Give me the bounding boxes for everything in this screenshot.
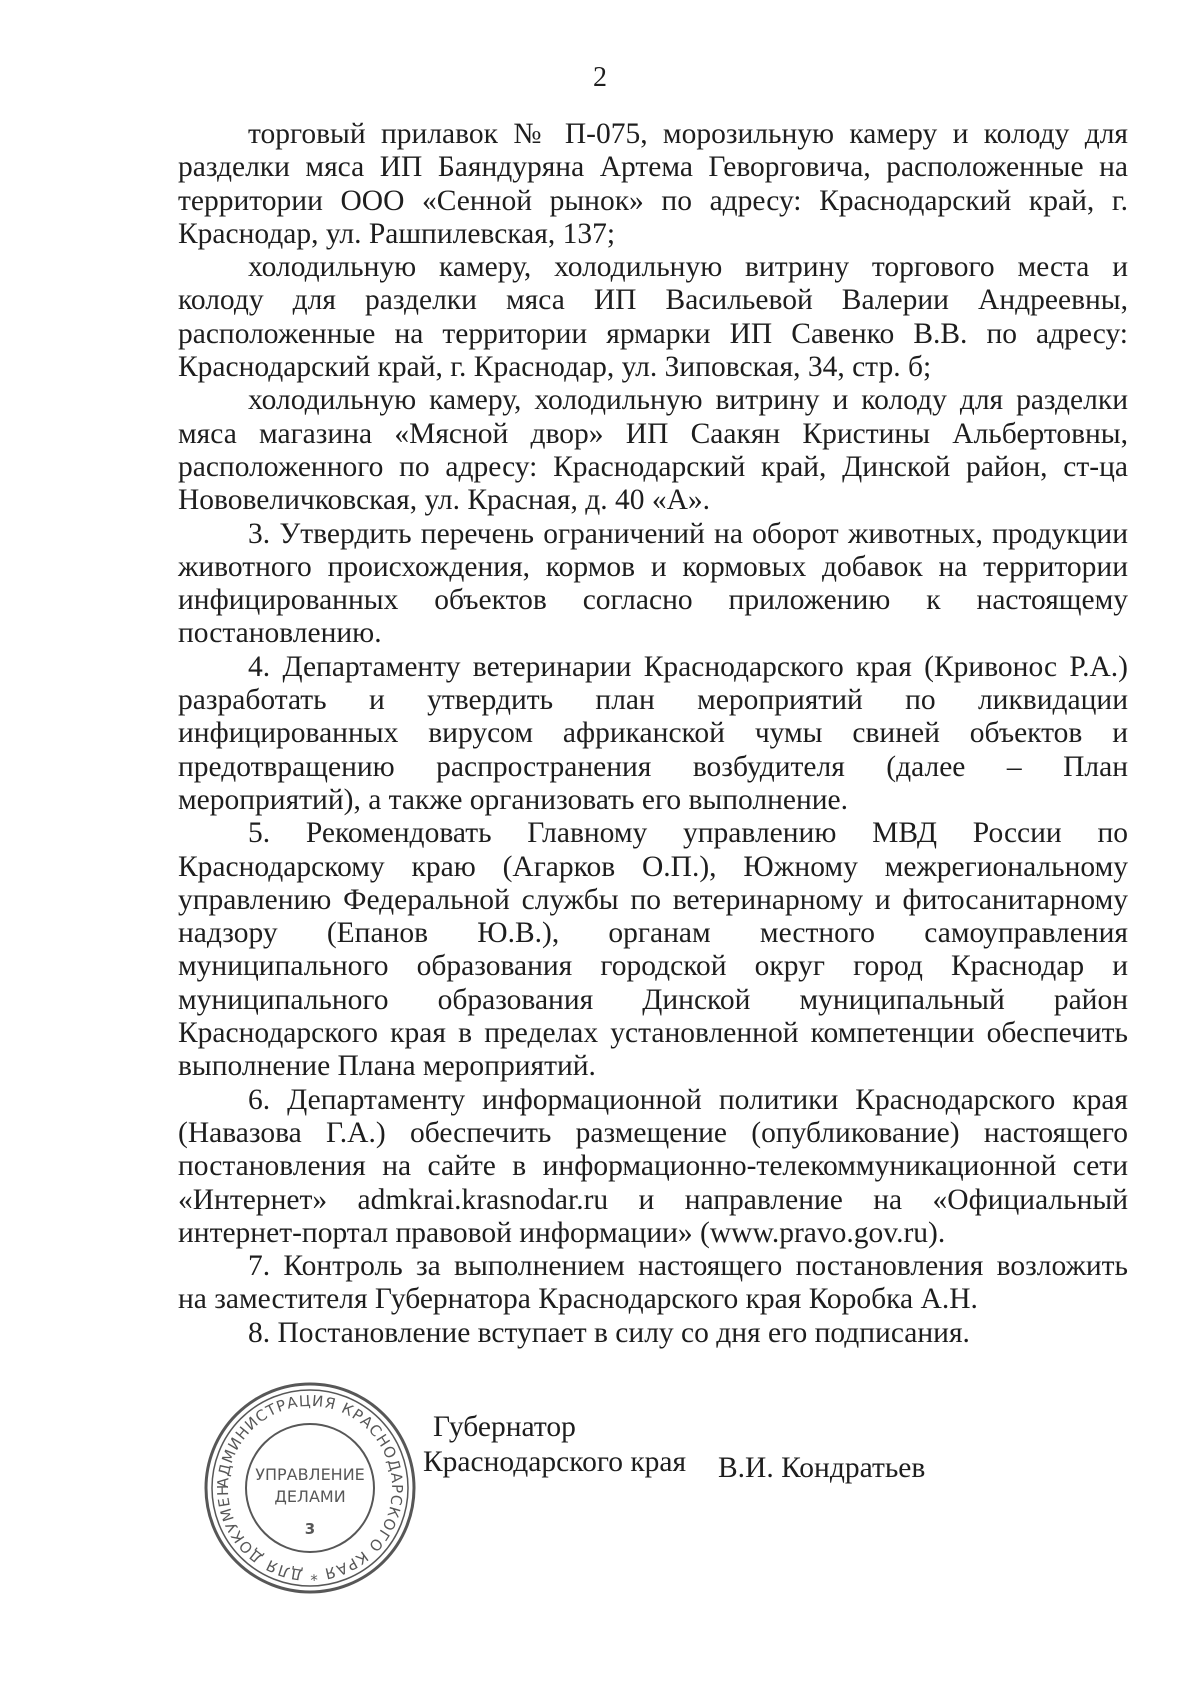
paragraph-4-veterinary-plan: 4. Департаменту ветеринарии Краснодарского края (Кривонос Р.А.) разработать и утвердить план мероприятий по ликвидации инфицированных вирусом африканской чумы свиней объектов и предотвращению распространения возбудителя (далее – План мероприятий), а также организовать его выполнение. [178,650,1128,816]
paragraph-3-restrictions: 3. Утвердить перечень ограничений на оборот животных, продукции животного происхождения, кормов и кормовых добавок на территории инфицированных объектов согласно приложению к настоящему постановлению. [178,517,1128,650]
official-stamp [202,1380,418,1596]
signature-block [178,1391,1128,1670]
stamp-outer-text: АДМИНИСТРАЦИЯ КРАСНОДАРСКОГО КРАЯ * ДЛЯ ДОКУМЕН [213,1391,407,1585]
position-title: Губернатор [433,1411,576,1443]
paragraph-item-fridge-chamber: холодильную камеру, холодильную витрину торгового места и колоду для разделки мяса ИП Васильевой Валерии Андреевны, расположенные на территории ярмарки ИП Савенко В.В. по адресу: Краснодарский край, г. Краснодар, ул. Зиповская, 34, стр. б; [178,251,1128,384]
signatory-position [423,1410,686,1480]
stamp-seal-icon [202,1380,418,1596]
signatory-name: В.И. Кондратьев [718,1452,926,1484]
paragraph-8-effective-date: 8. Постановление вступает в силу со дня его подписания. [248,1316,970,1349]
page-number: 2 [593,62,607,93]
stamp-center-line1: УПРАВЛЕНИЕ [255,1465,365,1484]
stamp-number: 3 [304,1520,316,1538]
paragraph-5-recommendations: 5. Рекомендовать Главному управлению МВД России по Краснодарскому краю (Агарков О.П.), Южному межрегиональному управлению Федеральной службы по ветеринарному и фитосанитарному надзору (Епанов Ю.В.), органам местного самоуправления муниципального образования городской округ город Краснодар и муниципального образования Динской муниципальный район Краснодарского края в пределах установленной компетенции обеспечить выполнение Плана мероприятий. [178,817,1128,1083]
position-region: Краснодарского края [423,1446,687,1478]
document-body [178,118,1128,1350]
paragraph-item-butcher-counter: торговый прилавок № П-075, морозильную камеру и колоду для разделки мяса ИП Баяндуряна Артема Геворговича, расположенные на территории ООО «Сенной рынок» по адресу: Краснодарский край, г. Краснодар, ул. Рашпилевская, 137; [178,118,1128,250]
paragraph-6-publication: 6. Департаменту информационной политики Краснодарского края (Навазова Г.А.) обеспечить размещение (опубликование) настоящего постановления на сайте в информационно-телекоммуникационной сети «Интернет» admkrai.krasnodar.ru и направление на «Официальный интернет-портал правовой информации» (www.pravo.gov.ru). [178,1083,1128,1249]
stamp-center-line2: ДЕЛАМИ [274,1487,346,1506]
paragraph-item-meat-shop: холодильную камеру, холодильную витрину и колоду для разделки мяса магазина «Мясной двор» ИП Саакян Кристины Альбертовны, расположенного по адресу: Краснодарский край, Динской район, ст-ца Нововеличковская, ул. Красная, д. 40 «А». [178,384,1128,517]
paragraph-7-control: 7. Контроль за выполнением настоящего постановления возложить на заместителя Губернатора Краснодарского края Коробка А.Н. [178,1250,1128,1316]
